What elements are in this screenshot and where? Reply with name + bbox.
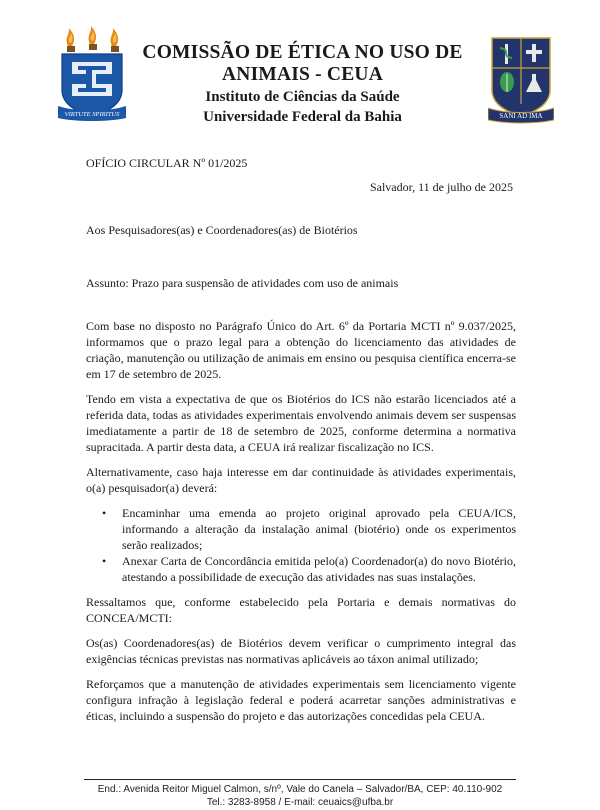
requirements-list: [86, 505, 516, 585]
ufba-logo-motto: VIRTUTE SPIRITUS: [64, 111, 120, 118]
date-line: Salvador, 11 de julho de 2025: [369, 180, 513, 194]
subject-line: Assunto: Prazo para suspensão de atividades com uso de animais: [86, 276, 399, 290]
torch-flames-icon: [67, 26, 119, 52]
commission-title-line2: ANIMAIS - CEUA: [222, 64, 383, 85]
footer-divider: [84, 779, 516, 780]
commission-title-line1: COMISSÃO DE ÉTICA NO USO DE: [142, 42, 463, 63]
paragraph: Os(as) Coordenadores(as) de Biotérios devem verificar o cumprimento integral das exigências técnicas previstas nas normativas aplicáveis ao táxon animal utilizado;: [86, 636, 516, 666]
list-item: [102, 505, 516, 553]
paragraph: Alternativamente, caso haja interesse em dar continuidade às atividades experimentais, o(a) pesquisador(a) deverá:: [86, 465, 516, 495]
paragraph: Reforçamos que a manutenção de atividades experimentais sem licenciamento vigente configura infração à legislação federal e poderá acarretar sanções administrativas e éticas, incluindo a suspensão do projeto e das autorizações concedidas pela CEUA.: [86, 677, 516, 723]
footer-contact: Tel.: 3283-8958 / E-mail: ceuaics@ufba.br: [206, 797, 394, 808]
list-item: [102, 553, 516, 585]
footer-address: End.: Avenida Reitor Miguel Calmon, s/nº, Vale do Canela – Salvador/BA, CEP: 40.110-902: [97, 784, 503, 795]
paragraph: Tendo em vista a expectativa de que os Biotérios do ICS não estarão licenciados até a referida data, todas as atividades experimentais envolvendo animais devem ser suspensas imediatamente a partir de 18 de setembro de 2025, conforme determina a normativa supracitada. A partir desta data, a CEUA irá realizar fiscalização no ICS.: [86, 392, 516, 454]
institute-name: Instituto de Ciências da Saúde: [205, 89, 400, 105]
letter-body: [86, 318, 516, 733]
paragraph: Ressaltamos que, conforme estabelecido pela Portaria e demais normativas do CONCEA/MCTI:: [86, 595, 516, 625]
letterhead: [130, 42, 475, 126]
bullet-icon: •: [102, 506, 107, 520]
leaf-icon: [500, 72, 514, 92]
ics-logo-motto: SANI AD IMA: [499, 112, 543, 120]
university-name: Universidade Federal da Bahia: [203, 109, 402, 125]
bullet-icon: •: [102, 554, 107, 568]
ufba-logo: [56, 26, 128, 122]
recipients-line: Aos Pesquisadores(as) e Coordenadores(as) de Biotérios: [86, 223, 358, 237]
list-item-text: Anexar Carta de Concordância emitida pelo(a) Coordenador(a) do novo Biotério, atestando a possibilidade de execução das atividades nas suas instalações.: [122, 554, 516, 584]
ics-logo: [488, 34, 554, 124]
list-item-text: Encaminhar uma emenda ao projeto original aprovado pela CEUA/ICS, informando a alteração da instalação animal (biotério) onde os experimentos serão realizados;: [122, 506, 516, 552]
document-reference: OFÍCIO CIRCULAR Nº 01/2025: [86, 156, 248, 170]
paragraph: Com base no disposto no Parágrafo Único do Art. 6º da Portaria MCTI nº 9.037/2025, informamos que o prazo legal para a obtenção do licenciamento das atividades de criação, manutenção ou utilização de animais em ensino ou pesquisa científica encerra-se em 17 de setembro de 2025.: [86, 319, 516, 381]
